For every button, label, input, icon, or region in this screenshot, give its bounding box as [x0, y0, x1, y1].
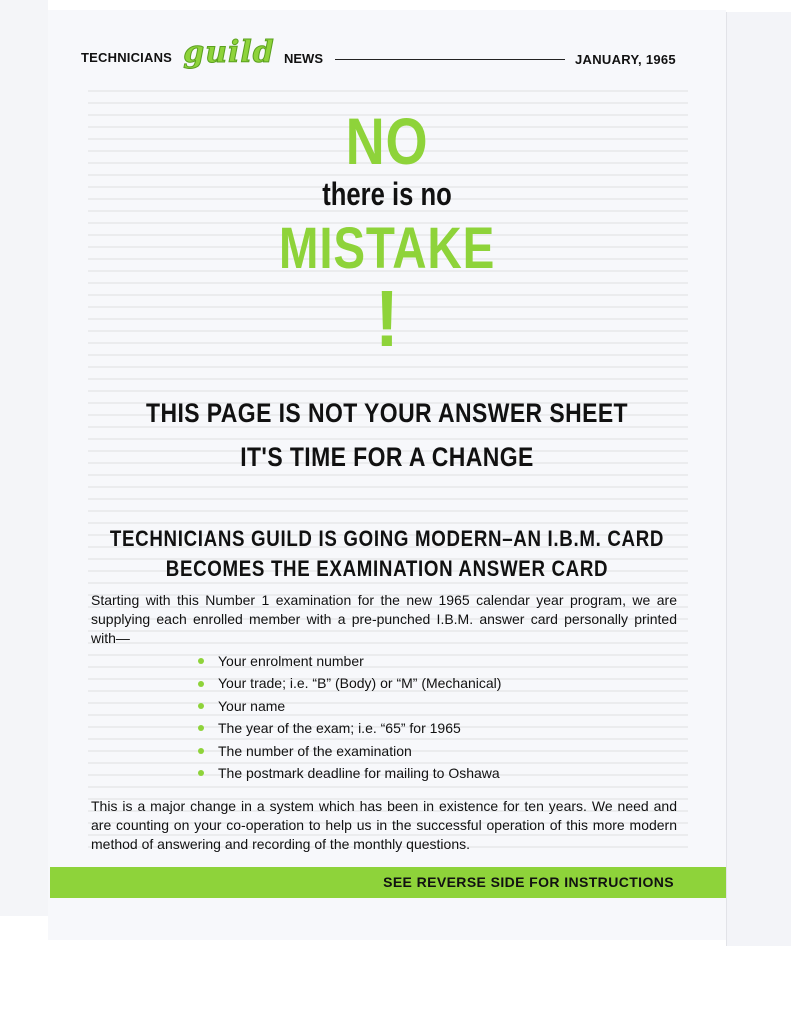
list-item-text: Your name: [218, 697, 286, 714]
notice-line-2: IT'S TIME FOR A CHANGE: [240, 442, 534, 472]
list-item: [198, 740, 501, 762]
list-item-text: The postmark deadline for mailing to Oshawa: [218, 765, 500, 782]
headline-exclamation: !: [375, 274, 399, 363]
list-item: [198, 695, 501, 717]
back-sheet-edge: [726, 12, 791, 946]
list-item: [198, 650, 501, 672]
footer-banner: [50, 867, 726, 898]
bullet-dot-icon: [198, 703, 204, 709]
notice-line-1: THIS PAGE IS NOT YOUR ANSWER SHEET: [145, 398, 629, 428]
subheading-line-2: BECOMES THE EXAMINATION ANSWER CARD: [165, 556, 609, 581]
bullet-dot-icon: [198, 748, 204, 754]
headline-mistake: MISTAKE: [278, 216, 496, 281]
list-item-text: Your trade; i.e. “B” (Body) or “M” (Mechanical): [218, 675, 502, 692]
headline-there-is-no: there is no: [322, 176, 452, 212]
bullet-dot-icon: [198, 770, 204, 776]
list-item-text: The number of the examination: [218, 742, 412, 759]
subheading: [99, 524, 675, 584]
left-sheet-edge: [0, 0, 48, 916]
headline-no: NO: [345, 104, 429, 178]
issue-date: JANUARY, 1965: [575, 52, 676, 67]
newsletter-page: [48, 10, 726, 940]
printed-items-list: [198, 650, 501, 784]
bullet-dot-icon: [198, 658, 204, 664]
footer-instructions: SEE REVERSE SIDE FOR INSTRUCTIONS: [383, 874, 674, 890]
masthead-technicians: TECHNICIANS: [81, 50, 173, 65]
list-item: [198, 717, 501, 739]
subheading-line-1: TECHNICIANS GUILD IS GOING MODERN–AN I.B.M. CARD: [109, 526, 665, 551]
closing-paragraph: This is a major change in a system which has been in existence for ten years. We need and are counting on your co-operation to help us in the successful operation of this more modern method of answering and recording of the monthly questions.: [91, 798, 677, 852]
intro-paragraph: Starting with this Number 1 examination for the new 1965 calendar year program, we are supplying each enrolled member with a pre-punched I.B.M. answer card personally printed with—: [91, 592, 677, 646]
masthead-news: NEWS: [284, 51, 323, 66]
list-item: [198, 672, 501, 694]
list-item: [198, 762, 501, 784]
list-item-text: Your enrolment number: [218, 653, 364, 669]
masthead-rule: [335, 59, 565, 60]
list-item-text: The year of the exam; i.e. “65” for 1965: [218, 720, 461, 737]
guild-logo: guild: [183, 35, 275, 70]
masthead: [81, 36, 691, 76]
bullet-dot-icon: [198, 725, 204, 731]
bullet-dot-icon: [198, 681, 204, 687]
